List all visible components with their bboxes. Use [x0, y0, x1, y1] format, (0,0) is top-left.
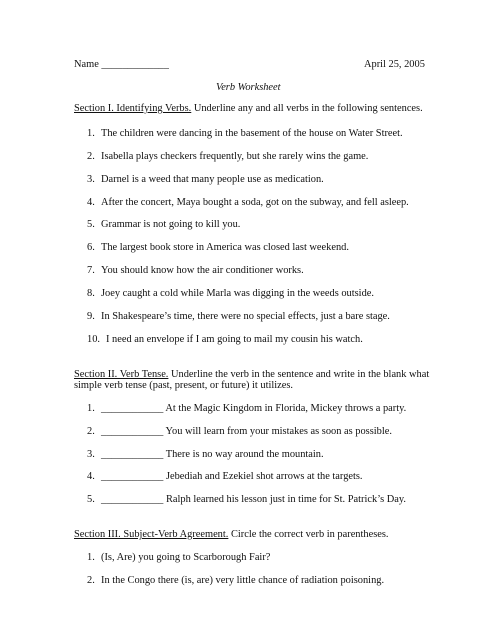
section1-instruction: Underline any and all verbs in the following sentences.: [191, 103, 423, 114]
item-text: ____________ Jebediah and Ezekiel shot arrows at the targets.: [101, 471, 363, 482]
section2-instruction-line1: Underline the verb in the sentence and write in the blank what: [168, 369, 430, 380]
worksheet-date: April 25, 2005: [364, 59, 425, 70]
item-text: The largest book store in America was closed last weekend.: [101, 242, 349, 253]
item-text: ____________ At the Magic Kingdom in Florida, Mickey throws a party.: [101, 403, 407, 414]
section3-heading: Section III. Subject-Verb Agreement.: [74, 529, 229, 540]
page-title: Verb Worksheet: [216, 82, 281, 93]
item-number: 5.: [87, 494, 95, 505]
item-number: 2.: [87, 151, 95, 162]
item-number: 8.: [87, 288, 95, 299]
item-text: (Is, Are) you going to Scarborough Fair?: [101, 552, 271, 563]
item-text: After the concert, Maya bought a soda, got on the subway, and fell asleep.: [101, 197, 409, 208]
section3-heading-line: [74, 529, 389, 540]
item-text: In the Congo there (is, are) very little chance of radiation poisoning.: [101, 575, 385, 586]
item-text: You should know how the air conditioner works.: [101, 265, 304, 276]
item-number: 9.: [87, 311, 95, 322]
item-text: ____________ There is no way around the mountain.: [101, 449, 324, 460]
item-number: 6.: [87, 242, 95, 253]
section2-instruction-line2: simple verb tense (past, present, or future) it utilizes.: [74, 380, 294, 391]
section3-instruction: Circle the correct verb in parentheses.: [228, 529, 389, 540]
section2-heading-line: [74, 369, 429, 380]
item-number: 10.: [87, 334, 100, 345]
item-number: 3.: [87, 449, 95, 460]
item-number: 7.: [87, 265, 95, 276]
item-text: In Shakespeare’s time, there were no special effects, just a bare stage.: [101, 311, 390, 322]
item-number: 1.: [87, 128, 95, 139]
item-number: 2.: [87, 575, 95, 586]
item-text: Grammar is not going to kill you.: [101, 219, 241, 230]
item-number: 2.: [87, 426, 95, 437]
section1-heading-line: [74, 103, 423, 114]
item-text: Isabella plays checkers frequently, but she rarely wins the game.: [101, 151, 369, 162]
item-number: 3.: [87, 174, 95, 185]
section1-heading: Section I. Identifying Verbs.: [74, 103, 192, 114]
item-text: The children were dancing in the basement of the house on Water Street.: [101, 128, 403, 139]
item-text: ____________ Ralph learned his lesson just in time for St. Patrick’s Day.: [101, 494, 406, 505]
name-field-label: Name _____________: [74, 59, 169, 70]
item-number: 1.: [87, 403, 95, 414]
item-number: 1.: [87, 552, 95, 563]
item-text: Joey caught a cold while Marla was digging in the weeds outside.: [101, 288, 374, 299]
section2-heading: Section II. Verb Tense.: [74, 369, 169, 380]
item-number: 5.: [87, 219, 95, 230]
item-text: ____________ You will learn from your mistakes as soon as possible.: [101, 426, 392, 437]
item-text: I need an envelope if I am going to mail my cousin his watch.: [106, 334, 363, 345]
item-number: 4.: [87, 471, 95, 482]
item-text: Darnel is a weed that many people use as medication.: [101, 174, 324, 185]
item-number: 4.: [87, 197, 95, 208]
